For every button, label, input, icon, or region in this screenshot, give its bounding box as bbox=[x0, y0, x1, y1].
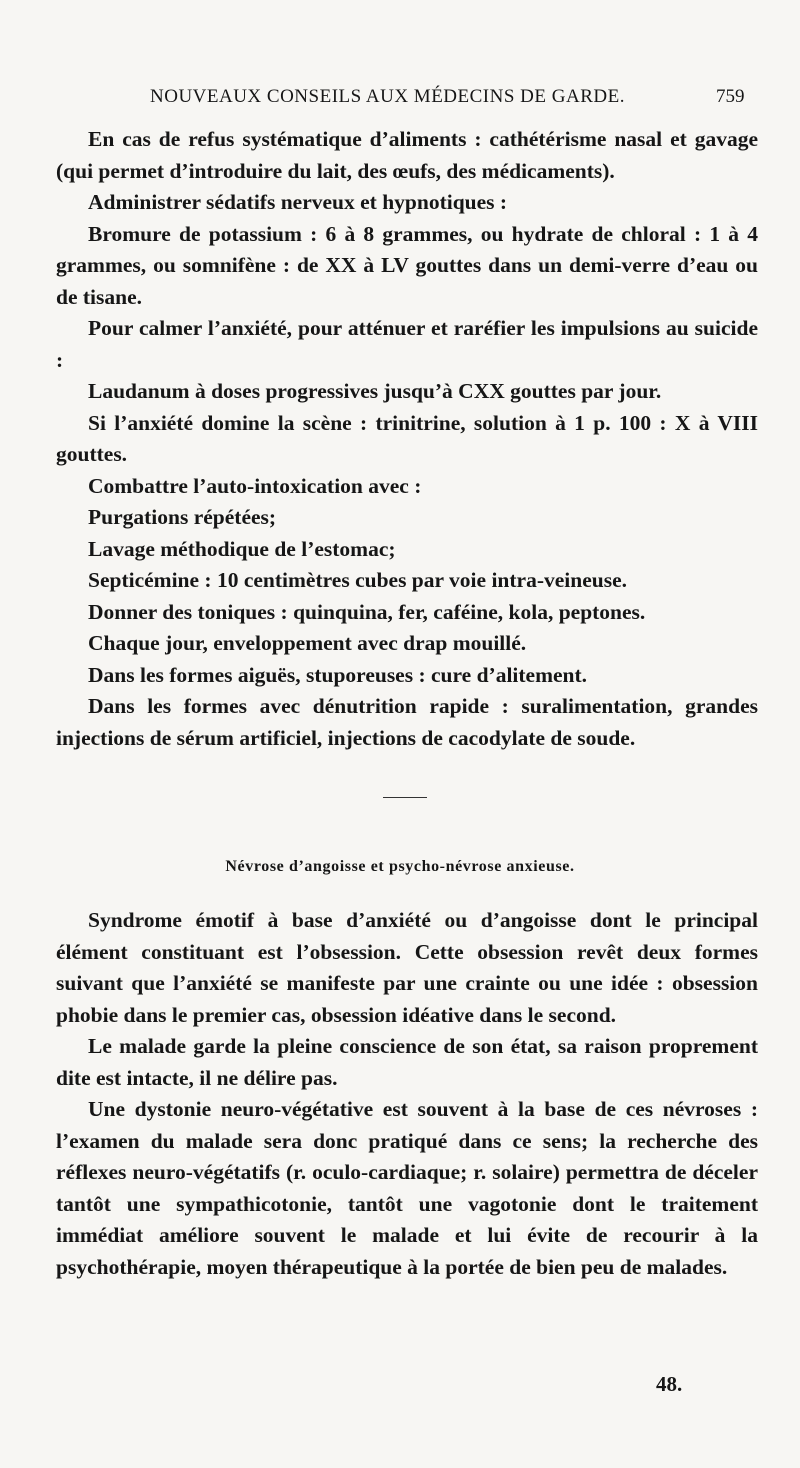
running-title: NOUVEAUX CONSEILS AUX MÉDECINS DE GARDE. bbox=[150, 86, 625, 107]
paragraph: Septicémine : 10 centimètres cubes par voie intra-veineuse. bbox=[88, 568, 627, 592]
paragraph: Bromure de potassium : 6 à 8 grammes, ou hydrate de chloral : 1 à 4 grammes, ou somnifène : de XX à LV gouttes dans un demi-verre d’eau ou de tisane. bbox=[56, 221, 758, 309]
paragraph: Chaque jour, enveloppement avec drap mouillé. bbox=[88, 631, 527, 655]
paragraph: Une dystonie neuro-végétative est souvent à la base de ces névroses : l’examen du malade sera donc pratiqué dans ce sens; la recherche des réflexes neuro-végétatifs (r. oculo-cardiaque; r. solaire) permettra de déceler tantôt une sympathicotonie, tantôt une vagotonie dont le traitement immédiat améliore souvent le malade et lui évite de recourir à la psychothérapie, moyen thérapeutique à la portée de bien peu de malades. bbox=[56, 1097, 758, 1279]
section-body bbox=[56, 905, 758, 1283]
paragraph: Syndrome émotif à base d’anxiété ou d’angoisse dont le principal élément constituant est l’obsession. Cette obsession revêt deux formes suivant que l’anxiété se manifeste par une crainte ou une idée : obsession phobie dans le premier cas, obsession idéative dans le second. bbox=[56, 908, 758, 1027]
page-number: 759 bbox=[716, 86, 745, 107]
paragraph: Pour calmer l’anxiété, pour atténuer et raréfier les impulsions au suicide : bbox=[56, 316, 758, 372]
paragraph: Si l’anxiété domine la scène : trinitrine, solution à 1 p. 100 : X à VIII gouttes. bbox=[56, 410, 758, 466]
paragraph: Laudanum à doses progressives jusqu’à CXX gouttes par jour. bbox=[88, 379, 662, 403]
paragraph: Purgations répétées; bbox=[88, 505, 277, 529]
paragraph: Administrer sédatifs nerveux et hypnotiques : bbox=[88, 190, 508, 214]
page-header bbox=[0, 86, 800, 116]
treatment-text-block bbox=[56, 124, 758, 754]
paragraph: Lavage méthodique de l’estomac; bbox=[88, 536, 396, 561]
paragraph: Le malade garde la pleine conscience de son état, sa raison proprement dite est intacte, il ne délire pas. bbox=[56, 1034, 758, 1090]
paragraph: Dans les formes aiguës, stuporeuses : cure d’alitement. bbox=[88, 662, 588, 687]
paragraph: Dans les formes avec dénutrition rapide : suralimentation, grandes injections de sérum artificiel, injections de cacodylate de soude. bbox=[56, 694, 758, 750]
paragraph: En cas de refus systématique d’aliments : cathétérisme nasal et gavage (qui permet d’introduire du lait, des œufs, des médicaments). bbox=[56, 127, 758, 183]
paragraph: Combattre l’auto-intoxication avec : bbox=[88, 473, 422, 498]
section-heading: Névrose d’angoisse et psycho-névrose anxieuse. bbox=[225, 858, 575, 875]
signature-mark: 48. bbox=[656, 1372, 683, 1396]
section-divider bbox=[383, 797, 427, 798]
paragraph: Donner des toniques : quinquina, fer, caféine, kola, peptones. bbox=[88, 599, 646, 624]
